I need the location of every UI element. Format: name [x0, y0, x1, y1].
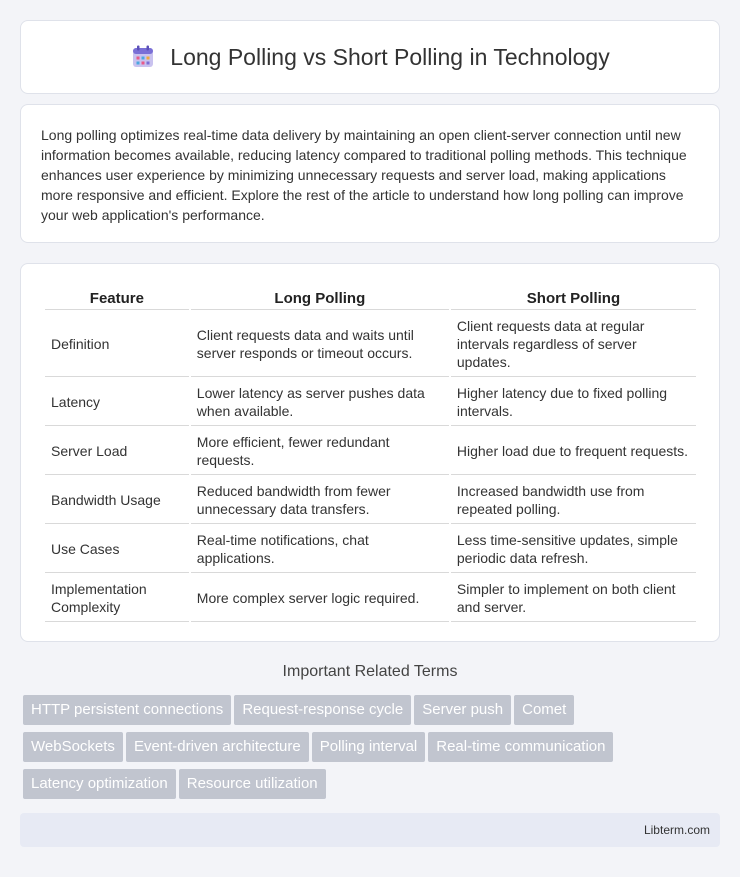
table-row — [45, 575, 696, 622]
table-row — [45, 477, 696, 524]
page-title: Long Polling vs Short Polling in Technology — [170, 43, 610, 70]
feature-cell: Bandwidth Usage — [45, 477, 189, 524]
table-row — [45, 379, 696, 426]
tag-real-time-communication[interactable]: Real-time communication — [428, 732, 613, 762]
long-polling-cell: Lower latency as server pushes data when available. — [191, 379, 449, 426]
short-polling-cell: Increased bandwidth use from repeated polling. — [451, 477, 696, 524]
feature-cell: Server Load — [45, 428, 189, 475]
long-polling-cell: Client requests data and waits until server responds or timeout occurs. — [191, 312, 449, 377]
footer — [20, 813, 720, 847]
header-long-polling: Long Polling — [191, 286, 449, 310]
tag-http-persistent-connections[interactable]: HTTP persistent connections — [23, 695, 231, 725]
tag-comet[interactable]: Comet — [514, 695, 574, 725]
tag-request-response-cycle[interactable]: Request-response cycle — [234, 695, 411, 725]
tag-event-driven-architecture[interactable]: Event-driven architecture — [126, 732, 309, 762]
footer-brand[interactable]: Libterm.com — [643, 823, 710, 837]
long-polling-cell: Real-time notifications, chat applications. — [191, 526, 449, 573]
intro-text: Long polling optimizes real-time data delivery by maintaining an open client-server connection until new information becomes available, reducing latency compared to traditional polling methods. This technique enhances user experience by minimizing unnecessary requests and server load, making applications more responsive and efficient. Explore the rest of the article to understand how long polling can improve your web application's performance. — [41, 127, 687, 223]
long-polling-cell: Reduced bandwidth from fewer unnecessary data transfers. — [191, 477, 449, 524]
header-short-polling: Short Polling — [451, 286, 696, 310]
feature-cell: Definition — [45, 312, 189, 377]
tag-polling-interval[interactable]: Polling interval — [312, 732, 426, 762]
feature-cell: Implementation Complexity — [45, 575, 189, 622]
title-card — [20, 20, 720, 94]
comparison-table — [43, 284, 698, 624]
table-row — [45, 312, 696, 377]
short-polling-cell: Higher load due to frequent requests. — [451, 428, 696, 475]
feature-cell: Latency — [45, 379, 189, 426]
feature-cell: Use Cases — [45, 526, 189, 573]
related-terms-title: Important Related Terms — [282, 663, 458, 680]
intro-card — [20, 104, 720, 243]
table-row — [45, 526, 696, 573]
long-polling-cell: More complex server logic required. — [191, 575, 449, 622]
short-polling-cell: Less time-sensitive updates, simple periodic data refresh. — [451, 526, 696, 573]
related-terms-list — [23, 695, 723, 806]
long-polling-cell: More efficient, fewer redundant requests. — [191, 428, 449, 475]
short-polling-cell: Simpler to implement on both client and server. — [451, 575, 696, 622]
tag-websockets[interactable]: WebSockets — [23, 732, 123, 762]
comparison-table-card — [20, 263, 720, 642]
table-row — [45, 428, 696, 475]
tag-resource-utilization[interactable]: Resource utilization — [179, 769, 326, 799]
tag-latency-optimization[interactable]: Latency optimization — [23, 769, 176, 799]
short-polling-cell: Higher latency due to fixed polling intervals. — [451, 379, 696, 426]
header-feature: Feature — [45, 286, 189, 310]
tag-server-push[interactable]: Server push — [414, 695, 511, 725]
calendar-icon — [130, 44, 156, 70]
short-polling-cell: Client requests data at regular intervals regardless of server updates. — [451, 312, 696, 377]
